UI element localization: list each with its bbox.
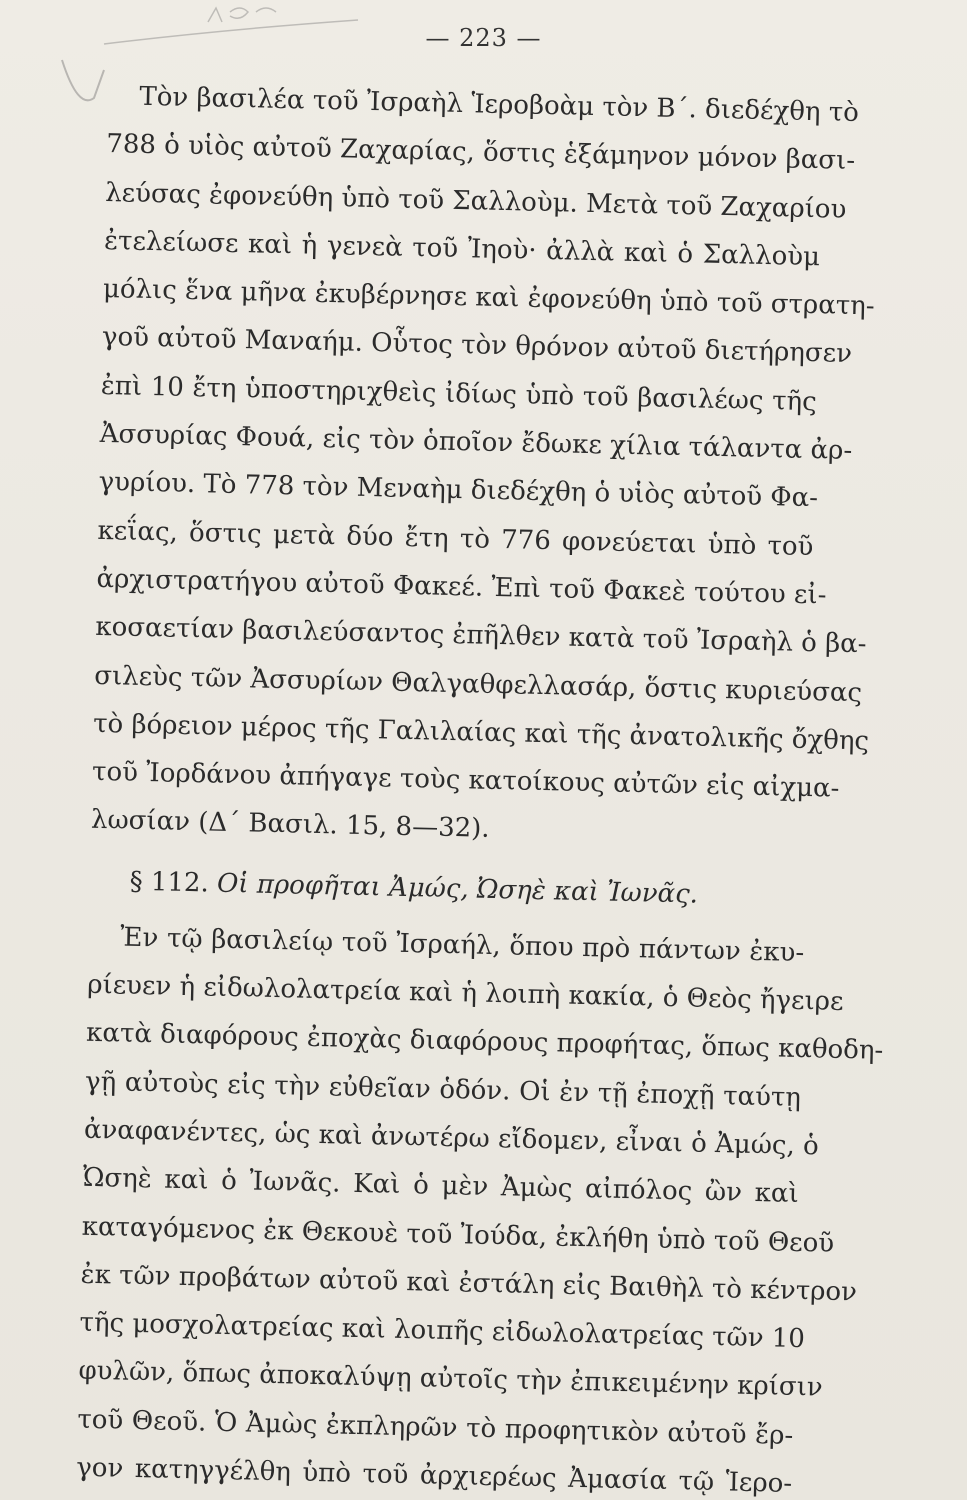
text-line: σιλεὺς τῶν Ἀσσυρίων Θαλγαθφελλασάρ, ὅστις κυριεύσας <box>93 660 863 708</box>
text-line: ρίευεν ἡ εἰδωλολατρεία καὶ ἡ λοιπὴ κακία, ὁ Θεὸς ἤγειρε <box>86 969 844 1017</box>
text-line: ἀρχιστρατήγου αὐτοῦ Φακεέ. Ἐπὶ τοῦ Φακεὲ τούτου εἰ- <box>96 563 827 611</box>
text-line: γοῦ αὐτοῦ Μαναήμ. Οὗτος τὸν θρόνον αὐτοῦ διετήρησεν <box>101 322 853 370</box>
text-line: λεύσας ἐφονεύθη ὑπὸ τοῦ Σαλλοὺμ. Μετὰ τοῦ Ζαχαρίου <box>104 177 847 225</box>
text-line: γον κατηγγέλθη ὑπὸ τοῦ ἀρχιερέως Ἀμασία τῷ Ἱερο- <box>75 1452 793 1499</box>
text-line: τοῦ Ἰορδάνου ἀπήγαγε τοὺς κατοίκους αὐτῶν εἰς αἰχμα- <box>91 756 840 804</box>
text-line: ἐκ τῶν προβάτων αὐτοῦ καὶ ἐστάλη εἰς Βαιθὴλ τὸ κέντρον <box>80 1259 858 1308</box>
page-number: — 223 — <box>425 24 542 52</box>
text-line: κεΐας, ὅστις μετὰ δύο ἔτη τὸ 776 φονεύεται ὑπὸ τοῦ <box>97 515 814 562</box>
text-line: Τὸν βασιλέα τοῦ Ἰσραὴλ Ἱεροβοὰμ τὸν Β΄. διεδέχθη τὸ <box>139 81 860 129</box>
text-line: Ὠσηὲ καὶ ὁ Ἰωνᾶς. Καὶ ὁ μὲν Ἀμὼς αἰπόλος ὢν καὶ <box>82 1162 800 1210</box>
text-line: ἀναφανέντες, ὡς καὶ ἀνωτέρω εἴδομεν, εἶναι ὁ Ἀμώς, ὁ <box>83 1114 820 1162</box>
section-title: Οἱ προφῆται Ἀμώς, Ὠσηὲ καὶ Ἰωνᾶς. <box>216 868 699 910</box>
text-line: κοσαετίαν βασιλεύσαντος ἐπῆλθεν κατὰ τοῦ Ἰσραὴλ ὁ βα- <box>95 612 867 660</box>
section-number: § 112. <box>129 866 210 899</box>
text-line: κατὰ διαφόρους ἐποχὰς διαφόρους προφήτας, ὅπως καθοδη- <box>85 1018 884 1067</box>
text-line: ἐπὶ 10 ἔτη ὑποστηριχθεὶς ἰδίως ὑπὸ τοῦ βασιλέως τῆς <box>100 370 818 417</box>
text-block <box>75 72 884 1500</box>
text-line: Ἐν τῷ βασιλείῳ τοῦ Ἰσραήλ, ὅπου πρὸ πάντων ἐκυ- <box>120 922 805 968</box>
text-line: τὸ βόρειον μέρος τῆς Γαλιλαίας καὶ τῆς ἀνατολικῆς ὄχθης <box>92 708 870 757</box>
text-line: ἐτελείωσε καὶ ἡ γενεὰ τοῦ Ἰηοὺ· ἀλλὰ καὶ ὁ Σαλλοὺμ <box>103 225 821 273</box>
text-line: μόλις ἕνα μῆνα ἐκυβέρνησε καὶ ἐφονεύθη ὑπὸ τοῦ στρατη- <box>102 274 875 322</box>
text-line: φυλῶν, ὅπως ἀποκαλύψῃ αὐτοῖς τὴν ἐπικειμένην κρίσιν <box>78 1356 823 1403</box>
text-line: τῆς μοσχολατρείας καὶ λοιπῆς εἰδωλολατρείας τῶν 10 <box>79 1307 806 1355</box>
text-line: καταγόμενος ἐκ Θεκουὲ τοῦ Ἰούδα, ἐκλήθη ὑπὸ τοῦ Θεοῦ <box>81 1211 835 1259</box>
text-line: Ἀσσυρίας Φουά, εἰς τὸν ὁποῖον ἔδωκε χίλια τάλαντα ἀρ- <box>99 418 853 467</box>
text-line: τοῦ Θεοῦ. Ὁ Ἀμὼς ἐκπληρῶν τὸ προφητικὸν αὐτοῦ ἔρ- <box>77 1404 794 1451</box>
text-line: γυρίου. Τὸ 778 τὸν Μεναὴμ διεδέχθη ὁ υἱὸς αὐτοῦ Φα- <box>98 467 819 514</box>
text-line: γῇ αὐτοὺς εἰς τὴν εὐθεῖαν ὁδόν. Οἱ ἐν τῇ ἐποχῇ ταύτῃ <box>84 1066 802 1113</box>
text-line: 788 ὁ υἱὸς αὐτοῦ Ζαχαρίας, ὅστις ἑξάμηνον μόνον βασι- <box>106 129 856 177</box>
text-line: λωσίαν (Δ΄ Βασιλ. 15, 8—32). <box>90 805 490 845</box>
